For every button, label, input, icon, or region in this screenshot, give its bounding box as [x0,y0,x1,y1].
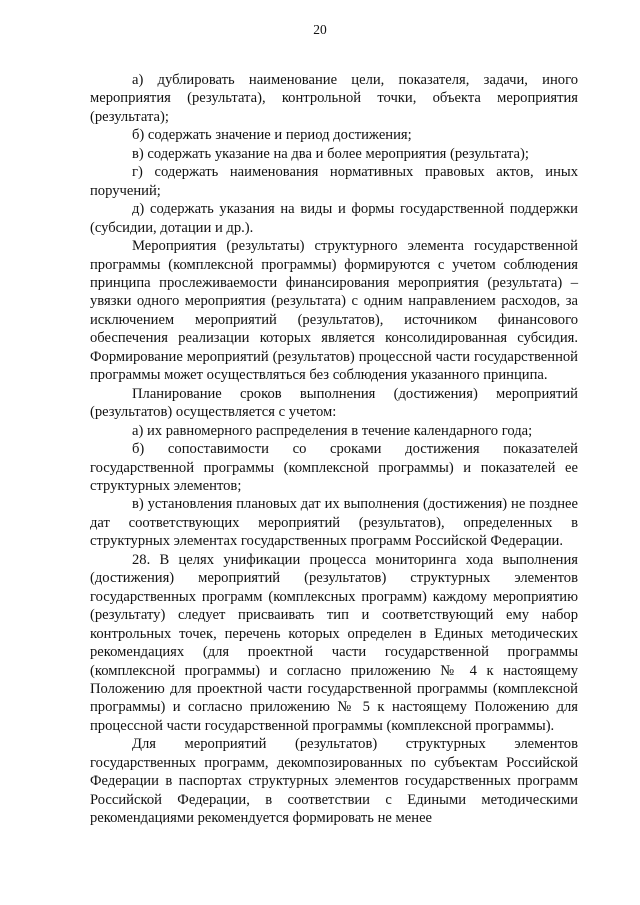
paragraph-regional-decomposition: Для мероприятий (результатов) структурных элементов государственных программ, декомпозированных по субъектам Российской Федерации в паспортах структурных элементов государственных программ Российской Федерации, в соответствии с Едиными методическими рекомендациями рекомендуется формировать не менее [90,736,578,827]
paragraph-item-a-no-duplicate: а) дублировать наименование цели, показателя, задачи, иного мероприятия (результата), контрольной точки, объекта мероприятия (результата); [90,72,578,125]
document-body [90,71,578,828]
page-number: 20 [313,22,327,37]
paragraph-item-v-planned-dates: в) установления плановых дат их выполнения (достижения) не позднее дат соответствующих мероприятий (результатов), определенных в структурных элементах государственных программ Российской Федерации. [90,496,578,550]
paragraph-item-g-no-legal-acts: г) содержать наименования нормативных правовых актов, иных поручений; [90,164,578,199]
paragraph-item-v-no-multiple-measures: в) содержать указание на два и более мероприятия (результата); [132,145,529,162]
paragraph-item-b-comparability: б) сопоставимости со сроками достижения показателей государственной программы (комплексной программы) и показателей ее структурных элементов; [90,441,578,494]
paragraph-item-d-no-support-forms: д) содержать указания на виды и формы государственной поддержки (субсидии, дотации и др.). [90,201,578,236]
paragraph-item-a-even-distribution: а) их равномерного распределения в течение календарного года; [132,422,533,439]
paragraph-traceability-principle: Мероприятия (результаты) структурного элемента государственной программы (комплексной программы) формируются с учетом соблюдения принципа прослеживаемости финансирования мероприятия (результата) – увязки одного мероприятия (результата) с одним направлением расходов, за исключением мероприятий (результатов), источником финансового обеспечения реализации которых является консолидированная субсидия. Формирование мероприятий (результатов) процессной части государственной программы может осуществляться без соблюдения указанного принципа. [90,238,578,384]
paragraph-section-28: 28. В целях унификации процесса мониторинга хода выполнения (достижения) мероприятий (результатов) структурных элементов государственных программ (комплексных программ) каждому мероприятию (результату) следует присваивать тип и соответствующий ему набор контрольных точек, перечень которых определен в Единых методических рекомендациях (для проектной части государственной программы (комплексной программы) и согласно приложению № 4 к настоящему Положению для проектной части государственной программы (комплексной программы) и согласно приложению № 5 к настоящему Положению для процессной части государственной программы (комплексной программы). [90,551,578,734]
paragraph-item-b-no-value-period: б) содержать значение и период достижения; [132,127,412,144]
paragraph-deadline-planning: Планирование сроков выполнения (достижения) мероприятий (результатов) осуществляется с учетом: [90,385,578,421]
